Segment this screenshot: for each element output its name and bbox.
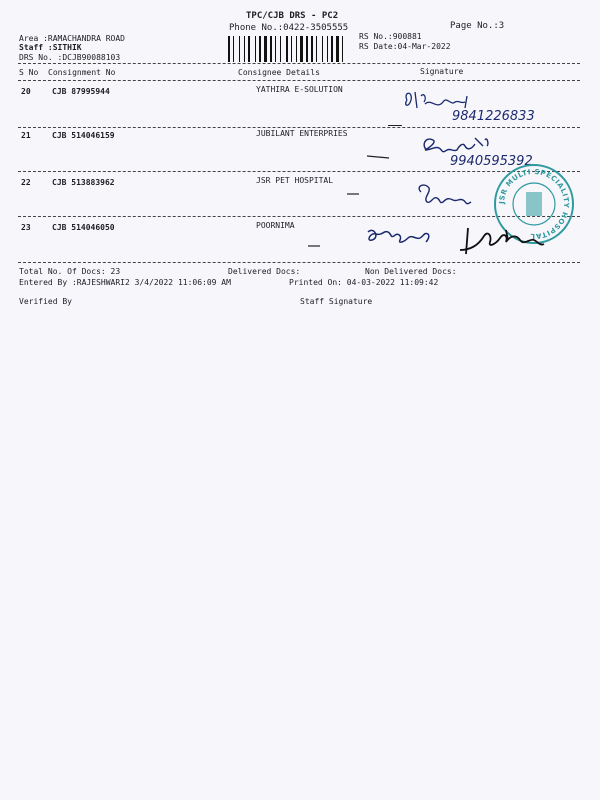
column-header-consignment: Consignment No: [48, 68, 116, 77]
staff-signature: Staff Signature: [300, 297, 373, 306]
row-consignment: CJB 87995944: [52, 87, 110, 96]
divider: [18, 63, 580, 64]
row-sno: 20: [21, 87, 31, 96]
signature-mark: [388, 125, 402, 126]
barcode: [228, 36, 354, 62]
document-title: TPC/CJB DRS - PC2: [246, 11, 339, 21]
column-header-signature: Signature: [420, 67, 464, 76]
column-header-sno: S No: [19, 68, 39, 77]
row-sno: 23: [21, 223, 31, 232]
area-label: Area :RAMACHANDRA ROAD: [19, 34, 125, 43]
row-consignee: JSR PET HOSPITAL: [256, 176, 334, 185]
row-consignment: CJB 514046159: [52, 131, 115, 140]
page-number: Page No.:3: [450, 21, 505, 31]
signature-phone-20: 9841226833: [452, 109, 535, 124]
signature-phone-21: 9940595392: [450, 154, 533, 169]
row-consignment: CJB 513883962: [52, 178, 115, 187]
verified-by: Verified By: [19, 297, 72, 306]
delivered-docs: Delivered Docs:: [228, 267, 301, 276]
rs-number: RS No.:900881: [359, 32, 422, 41]
signature-row-20: [395, 86, 560, 126]
row-consignee: YATHIRA E-SOLUTION: [256, 85, 343, 94]
divider: [18, 80, 580, 81]
row-consignment: CJB 514046050: [52, 223, 115, 232]
non-delivered-docs: Non Delivered Docs:: [365, 267, 457, 276]
row-consignee: JUBILANT ENTERPRIES: [256, 129, 348, 138]
row-consignee: POORNIMA: [256, 221, 295, 230]
entered-by: Entered By :RAJESHWARI2 3/4/2022 11:06:09 AM: [19, 278, 231, 287]
row-sno: 21: [21, 131, 31, 140]
printed-on: Printed On: 04-03-2022 11:09:42: [289, 278, 439, 287]
rs-date: RS Date:04-Mar-2022: [359, 42, 451, 51]
total-docs: Total No. Of Docs: 23: [19, 267, 121, 276]
column-header-consignee: Consignee Details: [238, 68, 320, 77]
signature-row-22: [345, 180, 495, 216]
signature-row-23: [300, 218, 590, 270]
staff-label: Staff :SITHIK: [19, 43, 82, 52]
row-sno: 22: [21, 178, 31, 187]
drs-number: DRS No. :DCJB90088103: [19, 53, 121, 62]
stamp-text: JSR MULTI SPECIALITY HOSPITAL: [497, 167, 571, 241]
phone-number: Phone No.:0422-3505555: [229, 23, 349, 33]
divider: [18, 127, 580, 128]
